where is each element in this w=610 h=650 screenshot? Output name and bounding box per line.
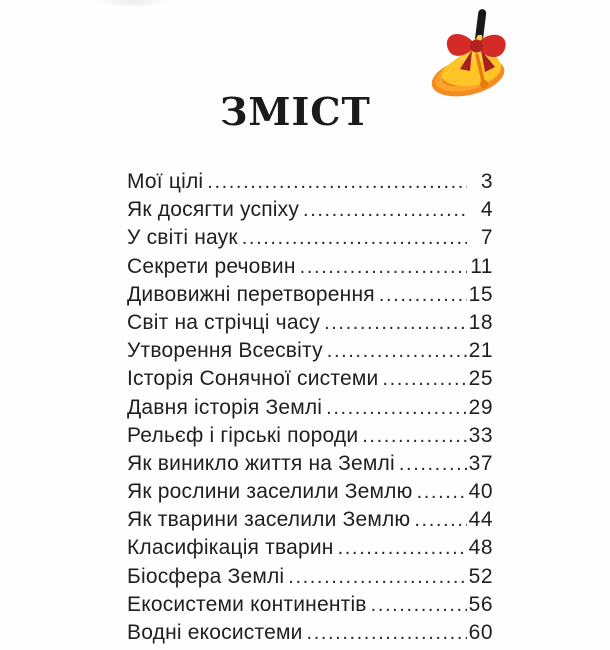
toc-entry-title: Давня історія Землі bbox=[127, 395, 323, 419]
toc-entry bbox=[127, 508, 493, 536]
toc-entry-title: Як досягти успіху bbox=[127, 198, 300, 222]
toc-entry-title: Історія Сонячної системи bbox=[127, 367, 379, 391]
toc-entry-page: 60 bbox=[468, 621, 493, 644]
dot-leader bbox=[362, 424, 466, 448]
toc-entry bbox=[127, 367, 493, 395]
toc-entry bbox=[127, 452, 493, 480]
bell-with-red-bow-icon bbox=[428, 5, 520, 101]
dot-leader bbox=[307, 621, 467, 645]
dot-leader bbox=[303, 198, 467, 222]
toc-entry bbox=[127, 283, 493, 311]
toc-entry-title: Як тварини заселили Землю bbox=[127, 508, 411, 532]
toc-entry-title: Мої цілі bbox=[127, 170, 204, 193]
toc-entry-page: 29 bbox=[468, 395, 493, 419]
toc-entry-title: Утворення Всесвіту bbox=[127, 339, 323, 363]
toc-entry-title: Класифікація тварин bbox=[127, 536, 334, 560]
dot-leader bbox=[207, 170, 467, 194]
toc-entry-page: 40 bbox=[468, 480, 493, 504]
table-of-contents bbox=[127, 170, 493, 649]
toc-entry-title: Рельєф і гірські породи bbox=[127, 423, 359, 447]
toc-entry-title: Секрети речовин bbox=[127, 254, 296, 278]
toc-entry bbox=[127, 311, 493, 339]
toc-entry bbox=[127, 396, 493, 424]
toc-entry-title: Як виникло життя на Землі bbox=[127, 451, 395, 475]
dot-leader bbox=[324, 311, 467, 335]
toc-entry-page: 48 bbox=[468, 536, 493, 560]
toc-entry-page: 44 bbox=[468, 508, 493, 532]
toc-entry bbox=[127, 565, 493, 593]
toc-entry bbox=[127, 621, 493, 649]
toc-entry-title: Екосистеми континентів bbox=[127, 592, 367, 616]
toc-entry-page: 56 bbox=[468, 592, 493, 616]
page-title: ЗМІСТ bbox=[220, 89, 371, 135]
dot-leader bbox=[417, 480, 467, 504]
toc-entry-page: 21 bbox=[468, 339, 493, 363]
toc-entry-title: У світі наук bbox=[127, 226, 238, 250]
toc-entry-page: 15 bbox=[468, 282, 493, 306]
toc-entry-page: 11 bbox=[470, 254, 493, 278]
dot-leader bbox=[327, 339, 467, 363]
dot-leader bbox=[382, 367, 466, 391]
toc-entry-page: 7 bbox=[480, 226, 493, 250]
toc-entry-page: 4 bbox=[480, 198, 493, 222]
dot-leader bbox=[399, 452, 467, 476]
toc-entry bbox=[127, 593, 493, 621]
toc-entry-title: Водні екосистеми bbox=[127, 621, 303, 644]
scan-artifact bbox=[98, 0, 168, 8]
toc-entry bbox=[127, 424, 493, 452]
toc-entry-title: Біосфера Землі bbox=[127, 564, 285, 588]
dot-leader bbox=[326, 396, 466, 420]
toc-entry-title: Світ на стрічці часу bbox=[127, 310, 321, 334]
toc-entry-page: 18 bbox=[468, 310, 493, 334]
toc-entry-title: Дивовижні перетворення bbox=[127, 282, 375, 306]
toc-entry-title: Як рослини заселили Землю bbox=[127, 480, 413, 504]
toc-entry-page: 37 bbox=[468, 451, 493, 475]
dot-leader bbox=[242, 226, 467, 250]
dot-leader bbox=[414, 508, 466, 532]
dot-leader bbox=[379, 283, 467, 307]
toc-entry-page: 52 bbox=[468, 564, 493, 588]
toc-entry bbox=[127, 255, 493, 283]
toc-entry-page: 3 bbox=[480, 170, 493, 193]
dot-leader bbox=[300, 255, 467, 279]
toc-entry bbox=[127, 339, 493, 367]
toc-entry bbox=[127, 170, 493, 198]
dot-leader bbox=[288, 565, 466, 589]
toc-entry bbox=[127, 226, 493, 254]
dot-leader bbox=[338, 536, 467, 560]
toc-entry bbox=[127, 480, 493, 508]
toc-entry-page: 25 bbox=[468, 367, 493, 391]
toc-entry-page: 33 bbox=[468, 423, 493, 447]
toc-entry bbox=[127, 198, 493, 226]
toc-entry bbox=[127, 536, 493, 564]
dot-leader bbox=[371, 593, 467, 617]
